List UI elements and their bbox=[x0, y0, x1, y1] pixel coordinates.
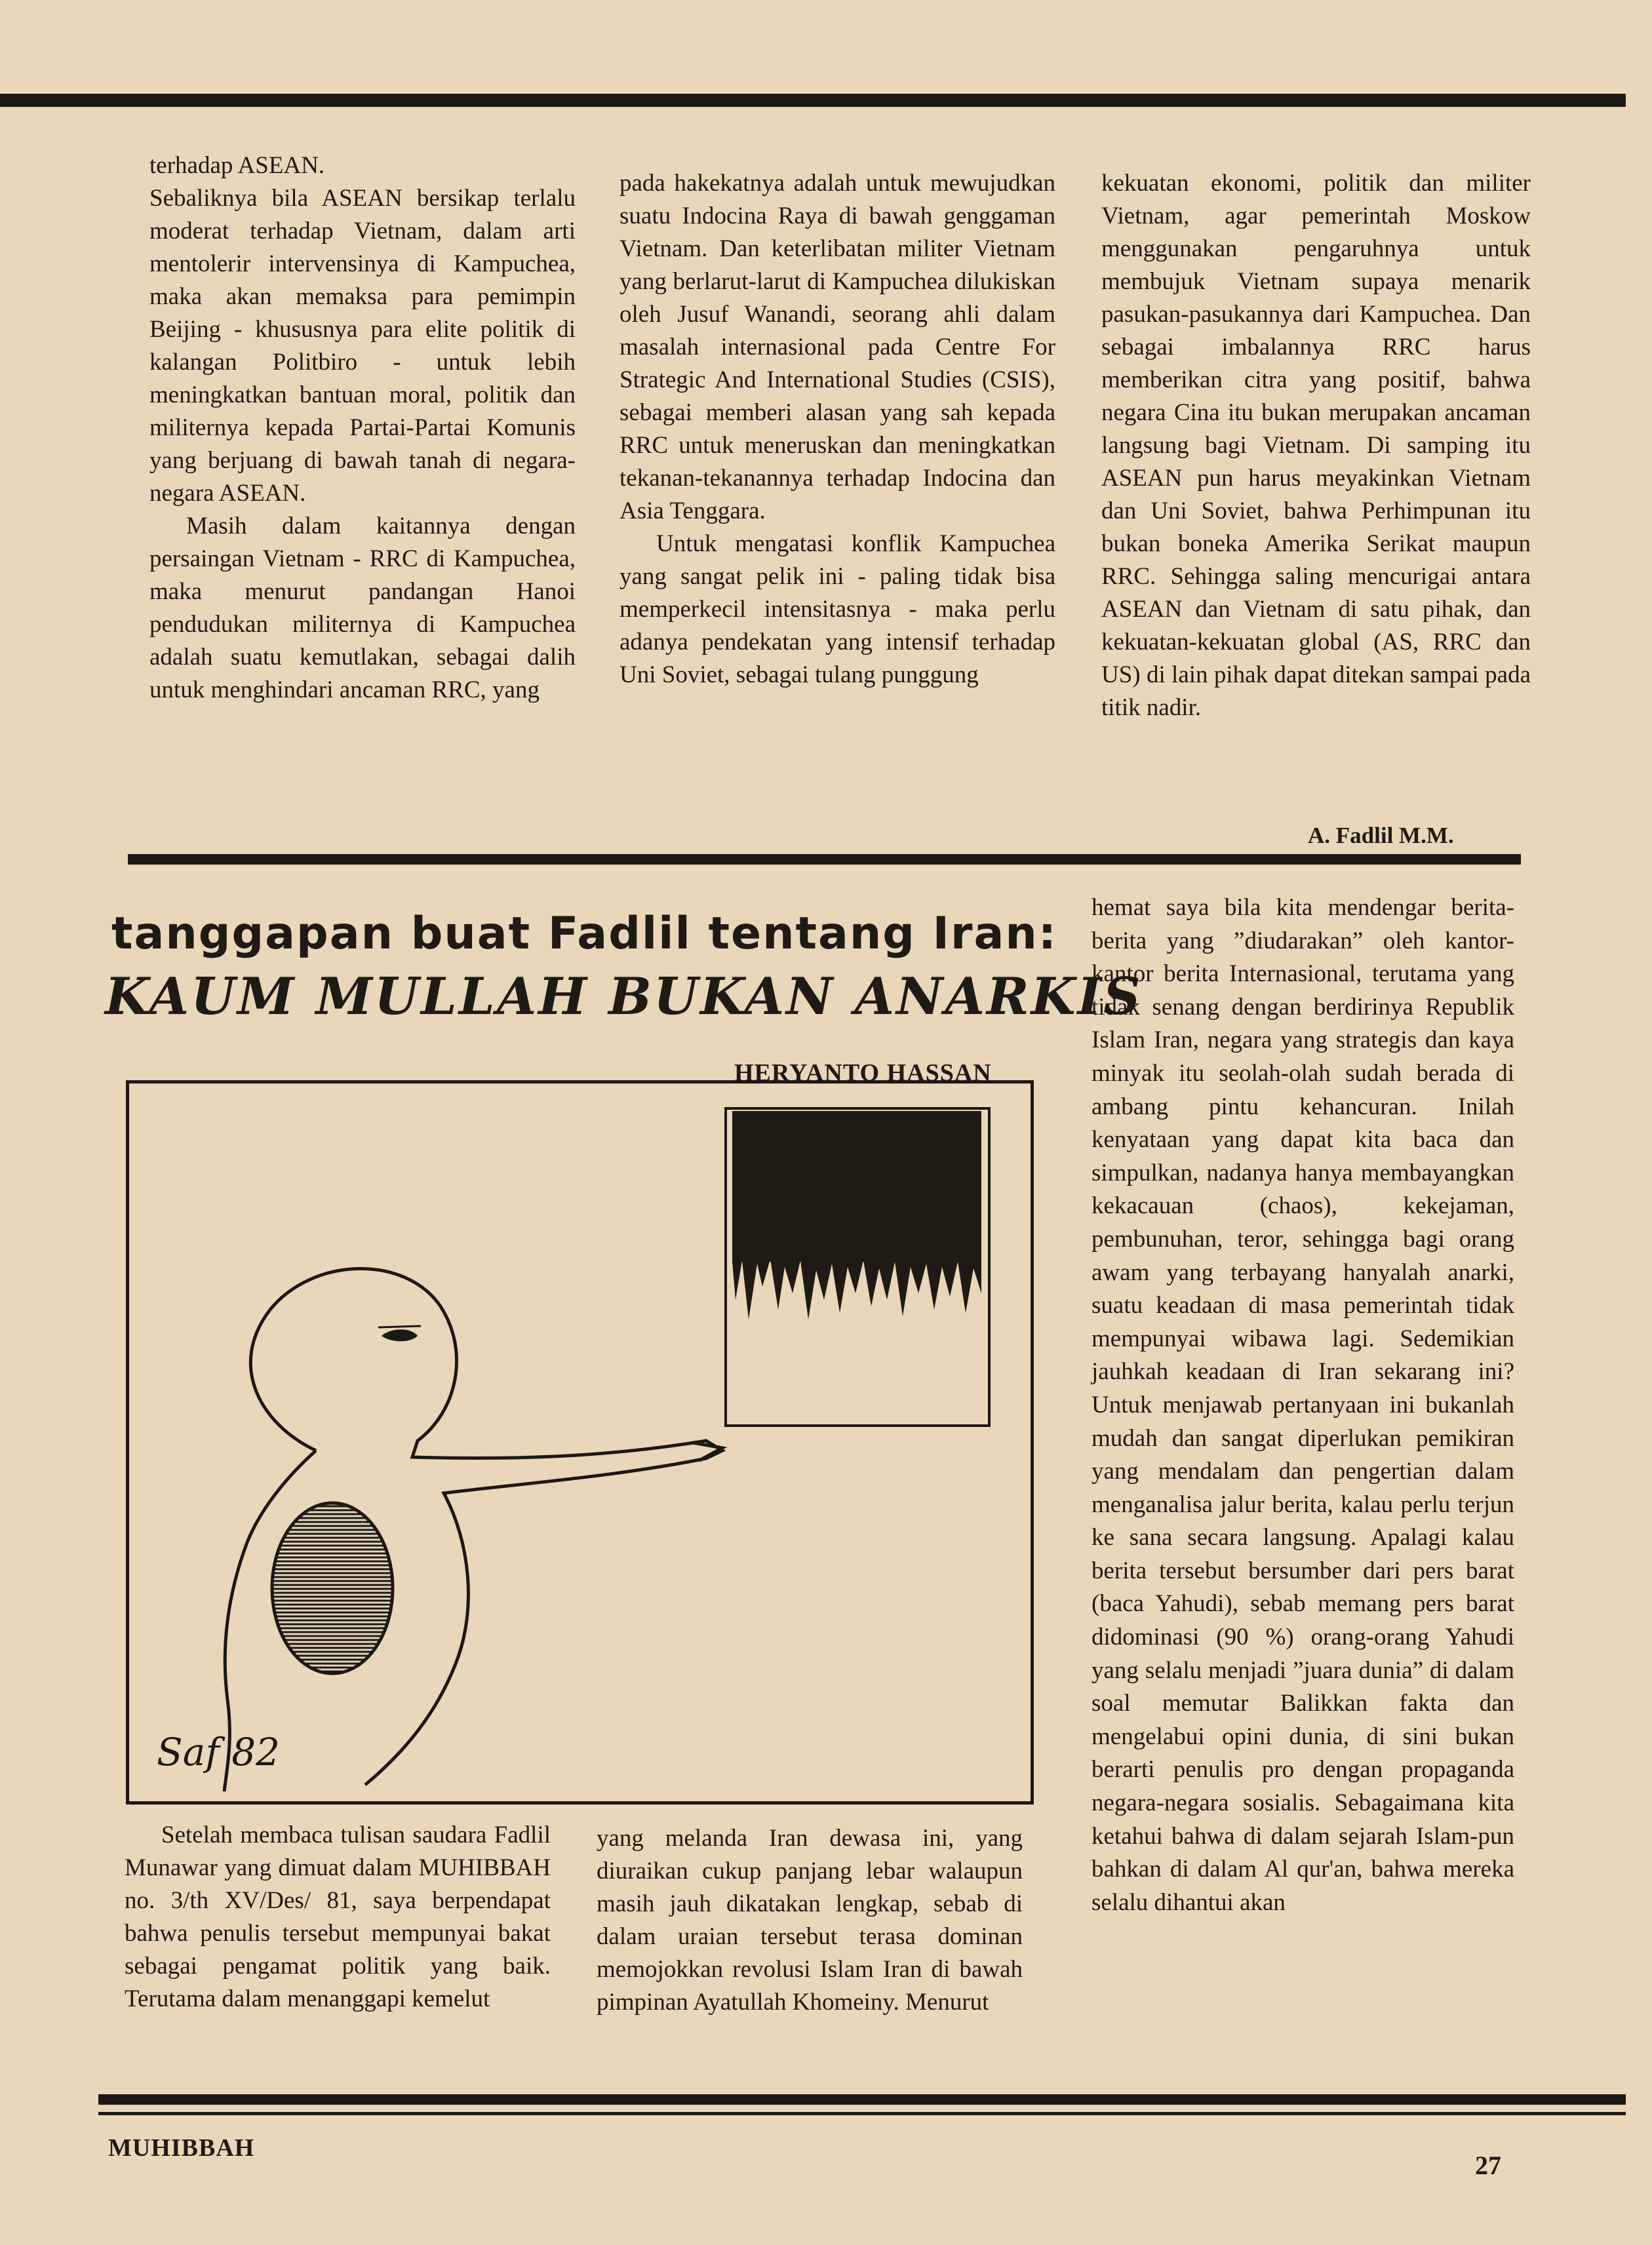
cartoon-illustration bbox=[126, 1080, 1034, 1805]
figure-eye bbox=[382, 1329, 418, 1341]
article-byline: HERYANTO HASSAN bbox=[734, 1059, 992, 1087]
window-curtain bbox=[732, 1111, 981, 1319]
cartoon-drawing bbox=[129, 1083, 1031, 1801]
article-kicker: tanggapan buat Fadlil tentang Iran: bbox=[111, 908, 1057, 960]
pointing-hand bbox=[693, 1443, 722, 1460]
article-col2-text: yang melanda Iran dewasa ini, yang diuraikan cukup panjang lebar walaupun masih jauh dikatakan lengkap, sebab di dalam uraian tersebut terasa dominan memojokkan revolusi Islam Iran di bawah pimpinan Ayatullah Khomeiny. Menurut bbox=[597, 1825, 1023, 2016]
bottom-rule-2 bbox=[98, 2112, 1626, 2115]
top-col1-para-1: terhadap ASEAN. bbox=[149, 152, 325, 179]
illustration-signature: Saf 82 bbox=[157, 1730, 281, 1774]
bottom-rule-1 bbox=[98, 2094, 1626, 2105]
article-column-3 bbox=[1092, 891, 1514, 1919]
top-col3-para-1: kekuatan ekonomi, politik dan militer Vietnam, agar pemerintah Moskow menggunakan pengaruhnya untuk membujuk Vietnam supaya menarik pasukan-pasukannya dari Kampuchea. Dan sebagai imbalannya RRC harus memberikan citra yang positif, bahwa negara Cina itu bukan merupakan ancaman langsung bagi Vietnam. Di samping itu ASEAN pun harus meyakinkan Vietnam dan Uni Soviet, bahwa Perhimpunan itu bukan boneka Amerika Serikat maupun RRC. Sehingga saling mencurigai antara ASEAN dan Vietnam di satu pihak, dan kekuatan-kekuatan global (AS, RRC dan US) di lain pihak dapat ditekan sampai pada titik nadir. bbox=[1101, 170, 1531, 721]
top-rule bbox=[0, 94, 1626, 107]
top-col1-para-3: Masih dalam kaitannya dengan persaingan Vietnam - RRC di Kampuchea, maka menurut pandangan Hanoi pendudukan militernya di Kampuchea adalah suatu kemutlakan, sebagai dalih untuk menghindari ancaman RRC, yang bbox=[149, 513, 576, 703]
top-col2-para-2: Untuk mengatasi konflik Kampuchea yang sangat pelik ini - paling tidak bisa memperkecil intensitasnya - maka perlu adanya pendekatan yang intensif terhadap Uni Soviet, sebagai tulang punggung bbox=[620, 530, 1055, 688]
article-column-2 bbox=[597, 1822, 1023, 2019]
top-signature: A. Fadlil M.M. bbox=[1308, 823, 1454, 848]
top-column-3 bbox=[1101, 167, 1531, 724]
article-headline: KAUM MULLAH BUKAN ANARKIS bbox=[105, 967, 1143, 1026]
top-column-2 bbox=[620, 167, 1055, 692]
footer-magazine-name: MUHIBBAH bbox=[108, 2134, 255, 2162]
top-col2-para-1: pada hakekatnya adalah untuk mewujudkan suatu Indocina Raya di bawah genggaman Vietnam. Dan keterlibatan militer Vietnam yang berlarut-larut di Kampuchea dilukiskan oleh Jusuf Wanandi, seorang ahli dalam masalah internasional pada Centre For Strategic And International Studies (CSIS), sebagai memberi alasan yang sah kepada RRC untuk meneruskan dan meningkatkan tekanan-tekanannya terhadap Indocina dan Asia Tenggara. bbox=[620, 170, 1055, 524]
article-col3-text: hemat saya bila kita mendengar berita-berita yang ”diudarakan” oleh kantor-kantor berita Internasional, terutama yang tidak senang dengan berdirinya Republik Islam Iran, negara yang strategis dan kaya minyak itu seolah-olah sudah berada di ambang pintu kehancuran. Inilah kenyataan yang dapat kita baca dan simpulkan, nadanya hanya membayangkan kekacauan (chaos), kekejaman, pembunuhan, teror, sehingga bagi orang awam yang terbayang hanyalah anarki, suatu keadaan di masa pemerintah tidak mempunyai wibawa lagi. Sedemikian jauhkah keadaan di Iran sekarang ini? Untuk menjawab pertanyaan ini bukanlah mudah dan sangat diperlukan pemikiran yang mendalam dan pengertian dalam menganalisa jalur berita, kalau perlu terjun ke sana secara langsung. Apalagi kalau berita tersebut bersumber dari pers barat (baca Yahudi), sebab memang pers barat didominasi (90 %) orang-orang Yahudi yang selalu menjadi ”juara dunia” di dalam soal memutar Balikkan fakta dan mengelabui opini dunia, di sini bukan berarti penulis pro dengan propaganda negara-negara sosialis. Sebagaimana kita ketahui bahwa di dalam sejarah Islam-pun bahkan di dalam Al qur'an, bahwa mereka selalu dihantui akan bbox=[1092, 894, 1514, 1916]
top-column-1 bbox=[149, 149, 576, 707]
article-col1-text: Setelah membaca tulisan saudara Fadlil Munawar yang dimuat dalam MUHIBBAH no. 3/th XV/Des/ 81, saya berpendapat bahwa penulis tersebut mempunyai bakat sebagai pengamat politik yang baik. Terutama dalam menanggapi kemelut bbox=[125, 1822, 551, 2012]
figure-chest bbox=[272, 1503, 393, 1673]
top-col1-para-2: Sebaliknya bila ASEAN bersikap terlalu moderat terhadap Vietnam, dalam arti mentolerir intervensinya di Kampuchea, maka akan memaksa para pemimpin Beijing - khususnya para elite politik di kalangan Politbiro - untuk lebih meningkatkan bantuan moral, politik dan militernya kepada Partai-Partai Komunis yang berjuang di bawah tanah di negara-negara ASEAN. bbox=[149, 185, 576, 507]
footer-page-number: 27 bbox=[1475, 2151, 1501, 2180]
middle-rule bbox=[128, 854, 1521, 865]
article-column-1 bbox=[125, 1819, 551, 2016]
